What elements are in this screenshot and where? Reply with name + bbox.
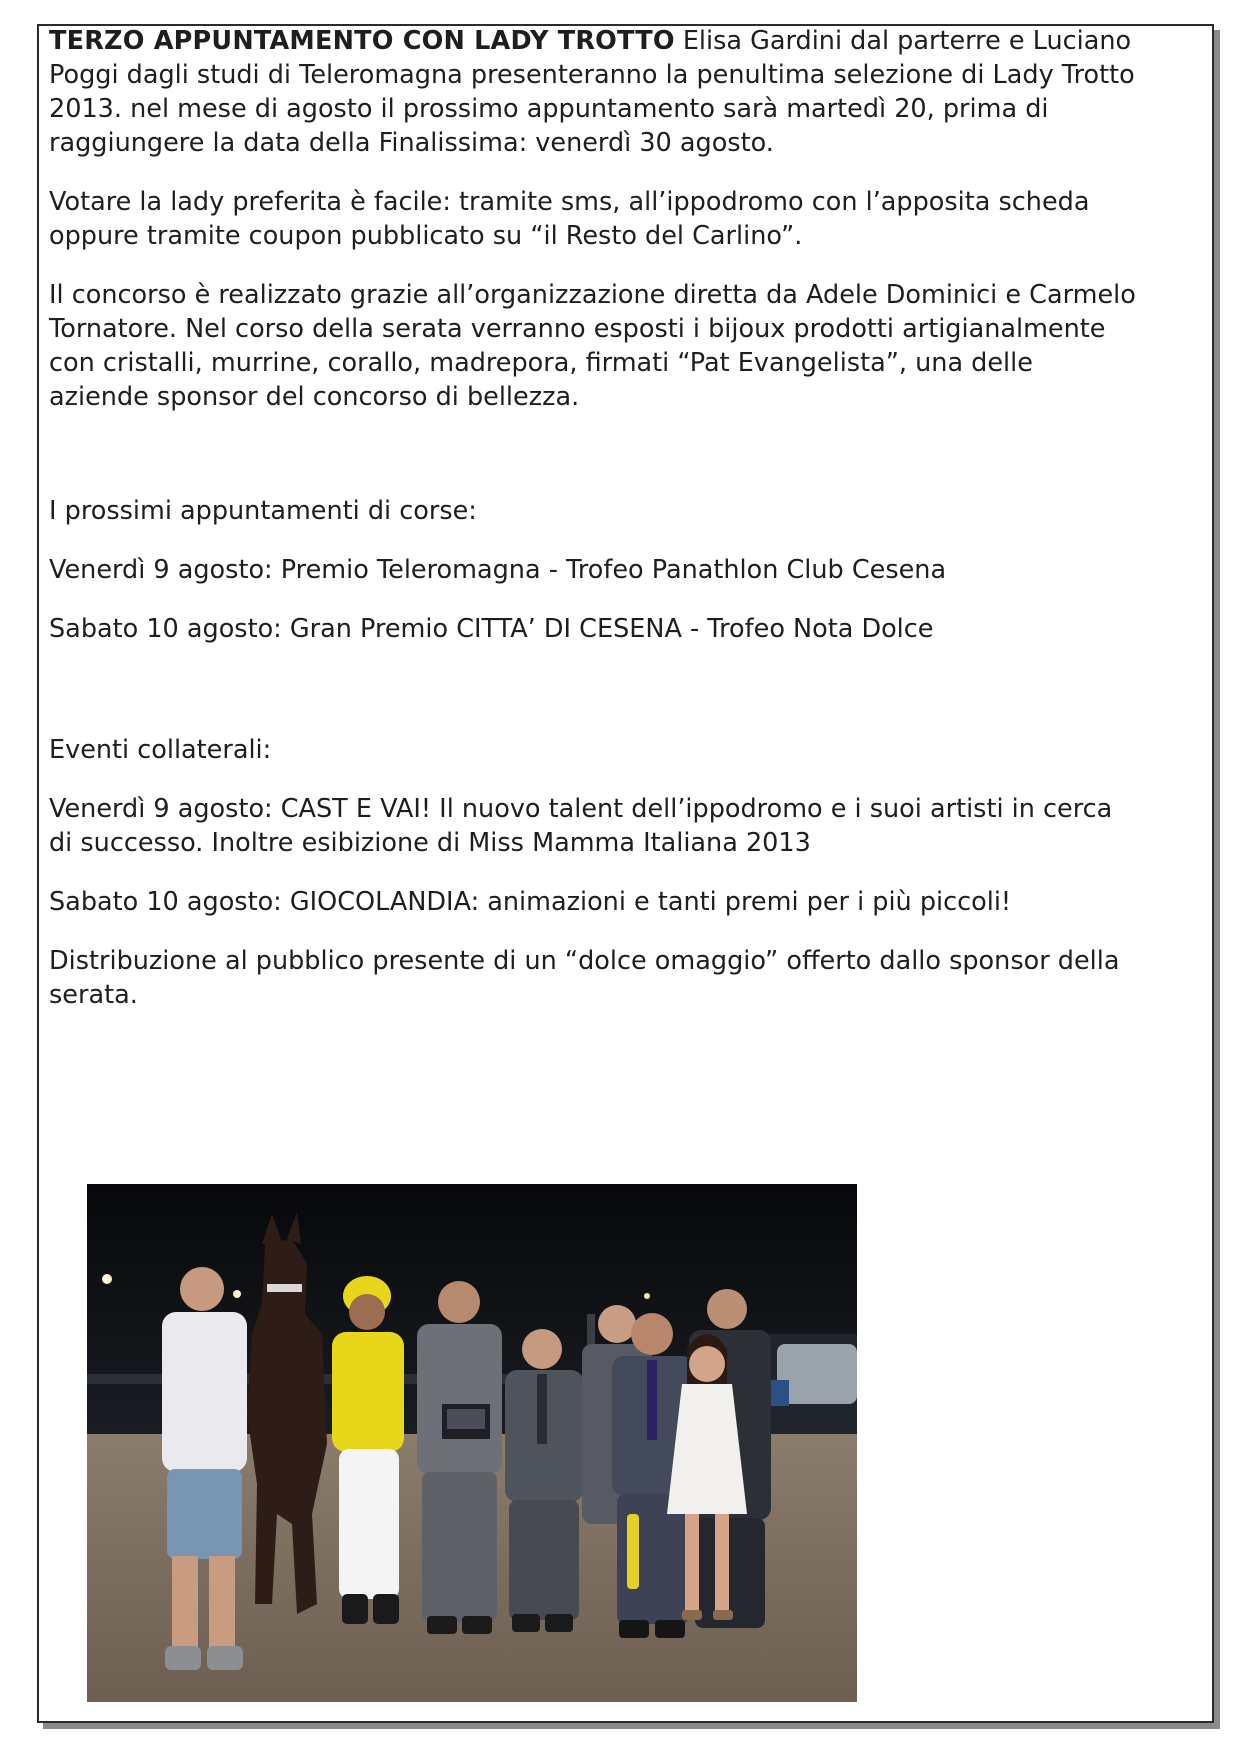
spacer [49,439,1139,494]
intro-paragraph [49,24,1139,160]
events-heading: Eventi collaterali: [49,735,272,765]
floodlight [233,1290,241,1298]
intro-text: Elisa Gardini dal parterre e Luciano Poggi dagli studi di Teleromagna presenteranno la penultima selezione di Lady Trotto 2013. nel mese di agosto il prossimo appuntamento sarà martedì 20, prima di raggiungere la data della Finalissima: venerdì 30 agosto. [49,26,1135,158]
event-item: Venerdì 9 agosto: CAST E VAI! Il nuovo talent dell’ippodromo e i suoi artisti in cerca di successo. Inoltre esibizione di Miss Mamma Italiana 2013 [49,794,1113,858]
article-body [49,24,1139,1037]
photo-illustration [87,1184,857,1702]
article-headline: TERZO APPUNTAMENTO CON LADY TROTTO [49,26,675,56]
race-item: Venerdì 9 agosto: Premio Teleromagna - Trofeo Panathlon Club Cesena [49,555,947,585]
voting-paragraph: Votare la lady preferita è facile: tramite sms, all’ippodromo con l’apposita scheda oppure tramite coupon pubblicato su “il Resto del Carlino”. [49,187,1090,251]
races-heading: I prossimi appuntamenti di corse: [49,496,477,526]
yellow-bollard [627,1514,639,1589]
person-gray-suit [417,1281,502,1634]
person-older-man [505,1329,583,1632]
contest-paragraph: Il concorso è realizzato grazie all’organizzazione diretta da Adele Dominici e Carmelo Tornatore. Nel corso della serata verranno esposti i bijoux prodotti artigianalmente con cristalli, murrine, corallo, madrepora, firmati “Pat Evangelista”, una delle aziende sponsor del concorso di bellezza. [49,280,1136,412]
race-item: Sabato 10 agosto: Gran Premio CITTA’ DI CESENA - Trofeo Nota Dolce [49,614,934,644]
floodlight [102,1274,112,1284]
spacer [49,671,1139,733]
floodlight [644,1293,650,1299]
event-item: Distribuzione al pubblico presente di un “dolce omaggio” offerto dallo sponsor della serata. [49,946,1120,1010]
award-ceremony-photo [87,1184,857,1702]
event-item: Sabato 10 agosto: GIOCOLANDIA: animazioni e tanti premi per i più piccoli! [49,887,1012,917]
